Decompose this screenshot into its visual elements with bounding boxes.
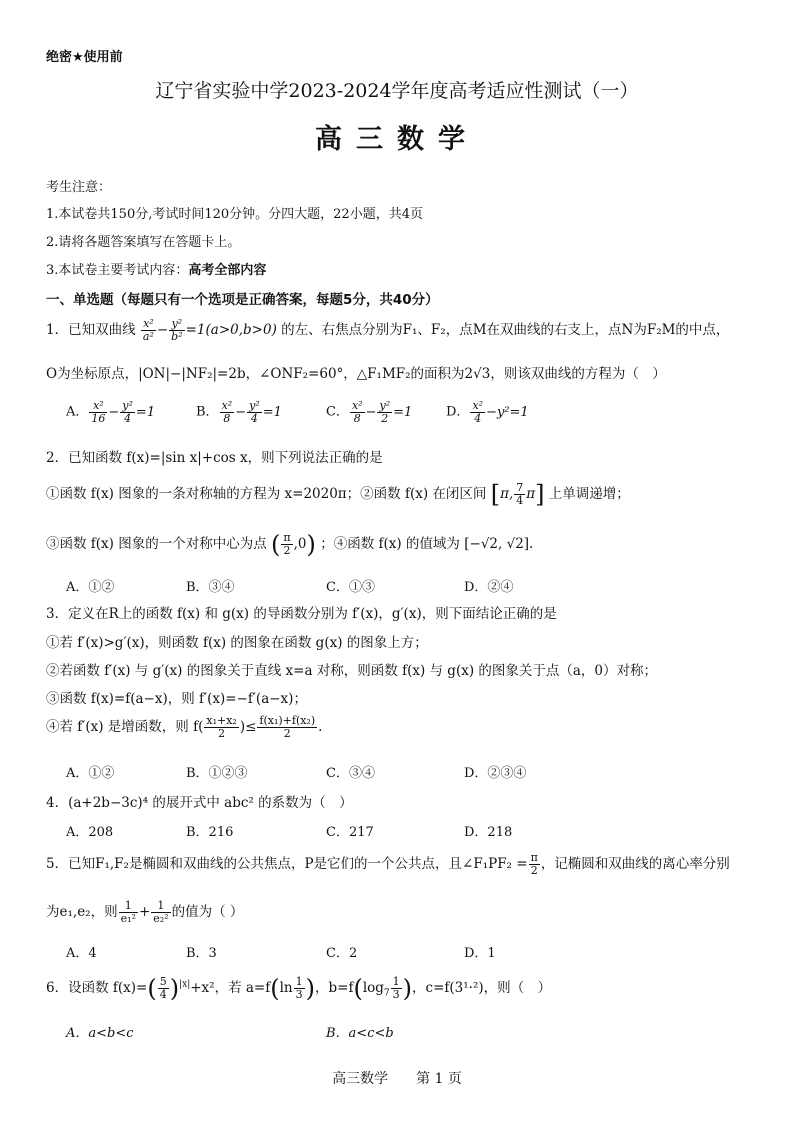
q4-line-1: 4．(a+2b−3c)⁴ 的展开式中 abc² 的系数为（ ） [46,795,353,811]
notice-item-3-bold: 高考全部内容 [188,263,267,278]
q3-option-a: A．①② [66,766,115,781]
q4-option-a: A．208 [66,825,114,840]
q2-line-3: ③函数 f(x) 图象的一个对称中心为点 ( $\frac{\pi}{2}$ ,0) ；④函数 f(x) 的值域为 [−√2, √2]. [46,530,534,559]
q4-option-d: D．218 [464,825,513,840]
page-footer [0,1068,794,1088]
q5-line-1: 5．已知F₁,F₂是椭圆和双曲线的公共焦点，P是它们的一个公共点，且∠F₁PF₂ = $\frac{\pi}{2}$ ，记椭圆和双曲线的离心率分别 [46,851,730,877]
q6-line-1: 6．设函数 f(x)=( $\frac{5}{4}$ )$^{|x|}$+x²，若 a=f(ln $\frac{1}{3}$ )，$b=f(\log_7$ $\frac{1}{3}$ )，c=f(3¹·²)，则（ ） [46,974,552,1003]
q2-option-b: B．③④ [186,580,235,595]
q2-option-d: D．②④ [464,580,514,595]
exam-title: 辽宁省实验中学2023-2024学年度高考适应性测试（一） [155,80,639,102]
q2-option-c: C．①③ [326,580,375,595]
q1-option-d: D． $\frac{\text{x²}}{4}$ −y²=1 [446,399,529,425]
q3-line-5: ④若 f′(x) 是增函数，则 f( $\frac{\text{x₁+x₂}}{2}$ )≤ $\frac{\text{f(x₁)+f(x₂)}}{2}$ . [46,714,323,740]
section-1-heading: 一、单选题（每题只有一个选项是正确答案，每题5分，共40分） [46,292,439,308]
q2-line-2: ①函数 f(x) 图象的一条对称轴的方程为 x=2020π；②函数 f(x) 在闭区间 [π, $\frac{7}{4}$ π] 上单调递增； [46,480,630,509]
q1-option-a: A． $\frac{\text{x²}}{16}$ − $\frac{\text{y²}}{4}$ =1 [66,399,156,425]
q5-option-b: B．3 [186,946,217,961]
footer-subject: 高三数学 [332,1071,389,1087]
q5-option-d: D．1 [464,946,496,961]
q2-option-a: A．①② [66,580,115,595]
q4-option-c: C．217 [326,825,374,840]
subject-title: 高三数学 [315,124,479,155]
q5-line-2: 为e₁,e₂，则 $\frac{1}{\text{e₁²}}$ + $\frac{1}{\text{e₂²}}$ 的值为（ ） [46,899,244,925]
q2-line-1: 2．已知函数 f(x)=|sin x|+cos x，则下列说法正确的是 [46,450,383,466]
q3-line-2: ①若 f′(x)>g′(x)，则函数 f(x) 的图象在函数 g(x) 的图象上方； [46,635,428,651]
footer-page-number: 第 1 页 [416,1071,462,1087]
q5-option-a: A．4 [66,946,97,961]
q1-option-b: B． $\frac{\text{x²}}{8}$ − $\frac{\text{y²}}{4}$ =1 [196,399,282,425]
q1-text-a: 1．已知双曲线 [46,322,136,338]
q6-option-a: A．a<b<c [66,1026,134,1041]
q3-line-3: ②若函数 f′(x) 与 g′(x) 的图象关于直线 x=a 对称，则函数 f(x) 与 g(x) 的图象关于点（a，0）对称； [46,663,658,679]
notice-item-3 [46,259,266,278]
q1-line-2: O为坐标原点，|ON|−|NF₂|=2b，∠ONF₂=60°，△F₁MF₂的面积为2√3，则该双曲线的方程为（ ） [46,366,666,382]
q5-option-c: C．2 [326,946,358,961]
notice-heading: 考生注意： [46,180,112,195]
q1-option-c: C． $\frac{\text{x²}}{8}$ − $\frac{\text{y²}}{2}$ =1 [326,399,413,425]
q4-option-b: B．216 [186,825,234,840]
confidential-label: 绝密★使用前 [46,50,123,65]
q3-option-d: D．②③④ [464,766,527,781]
notice-item-3-prefix: 3.本试卷主要考试内容： [46,263,189,278]
q3-line-1: 3．定义在R上的函数 f(x) 和 g(x) 的导函数分别为 f′(x)，g′(x)，则下面结论正确的是 [46,606,557,622]
notice-item-2: 2.请将各题答案填写在答题卡上。 [46,235,241,250]
q1-line-1 [46,318,729,343]
q1-text-b: 的左、右焦点分别为F₁、F₂，点M在双曲线的右支上，点N为F₂M的中点， [281,322,730,338]
q1-hyperbola-eq: $\frac{\text{x²}}{\text{a²}}$ − $\frac{\text{y²}}{\text{b²}}$ =1(a>0,b>0) [142,317,282,343]
notice-item-1: 1.本试卷共150分,考试时间120分钟。分四大题，22小题，共4页 [46,207,423,222]
q3-option-b: B．①②③ [186,766,248,781]
q3-option-c: C．③④ [326,766,375,781]
q3-line-4: ③函数 f(x)=f(a−x)，则 f′(x)=−f′(a−x)； [46,691,307,707]
q6-option-b: B．a<c<b [326,1026,394,1041]
